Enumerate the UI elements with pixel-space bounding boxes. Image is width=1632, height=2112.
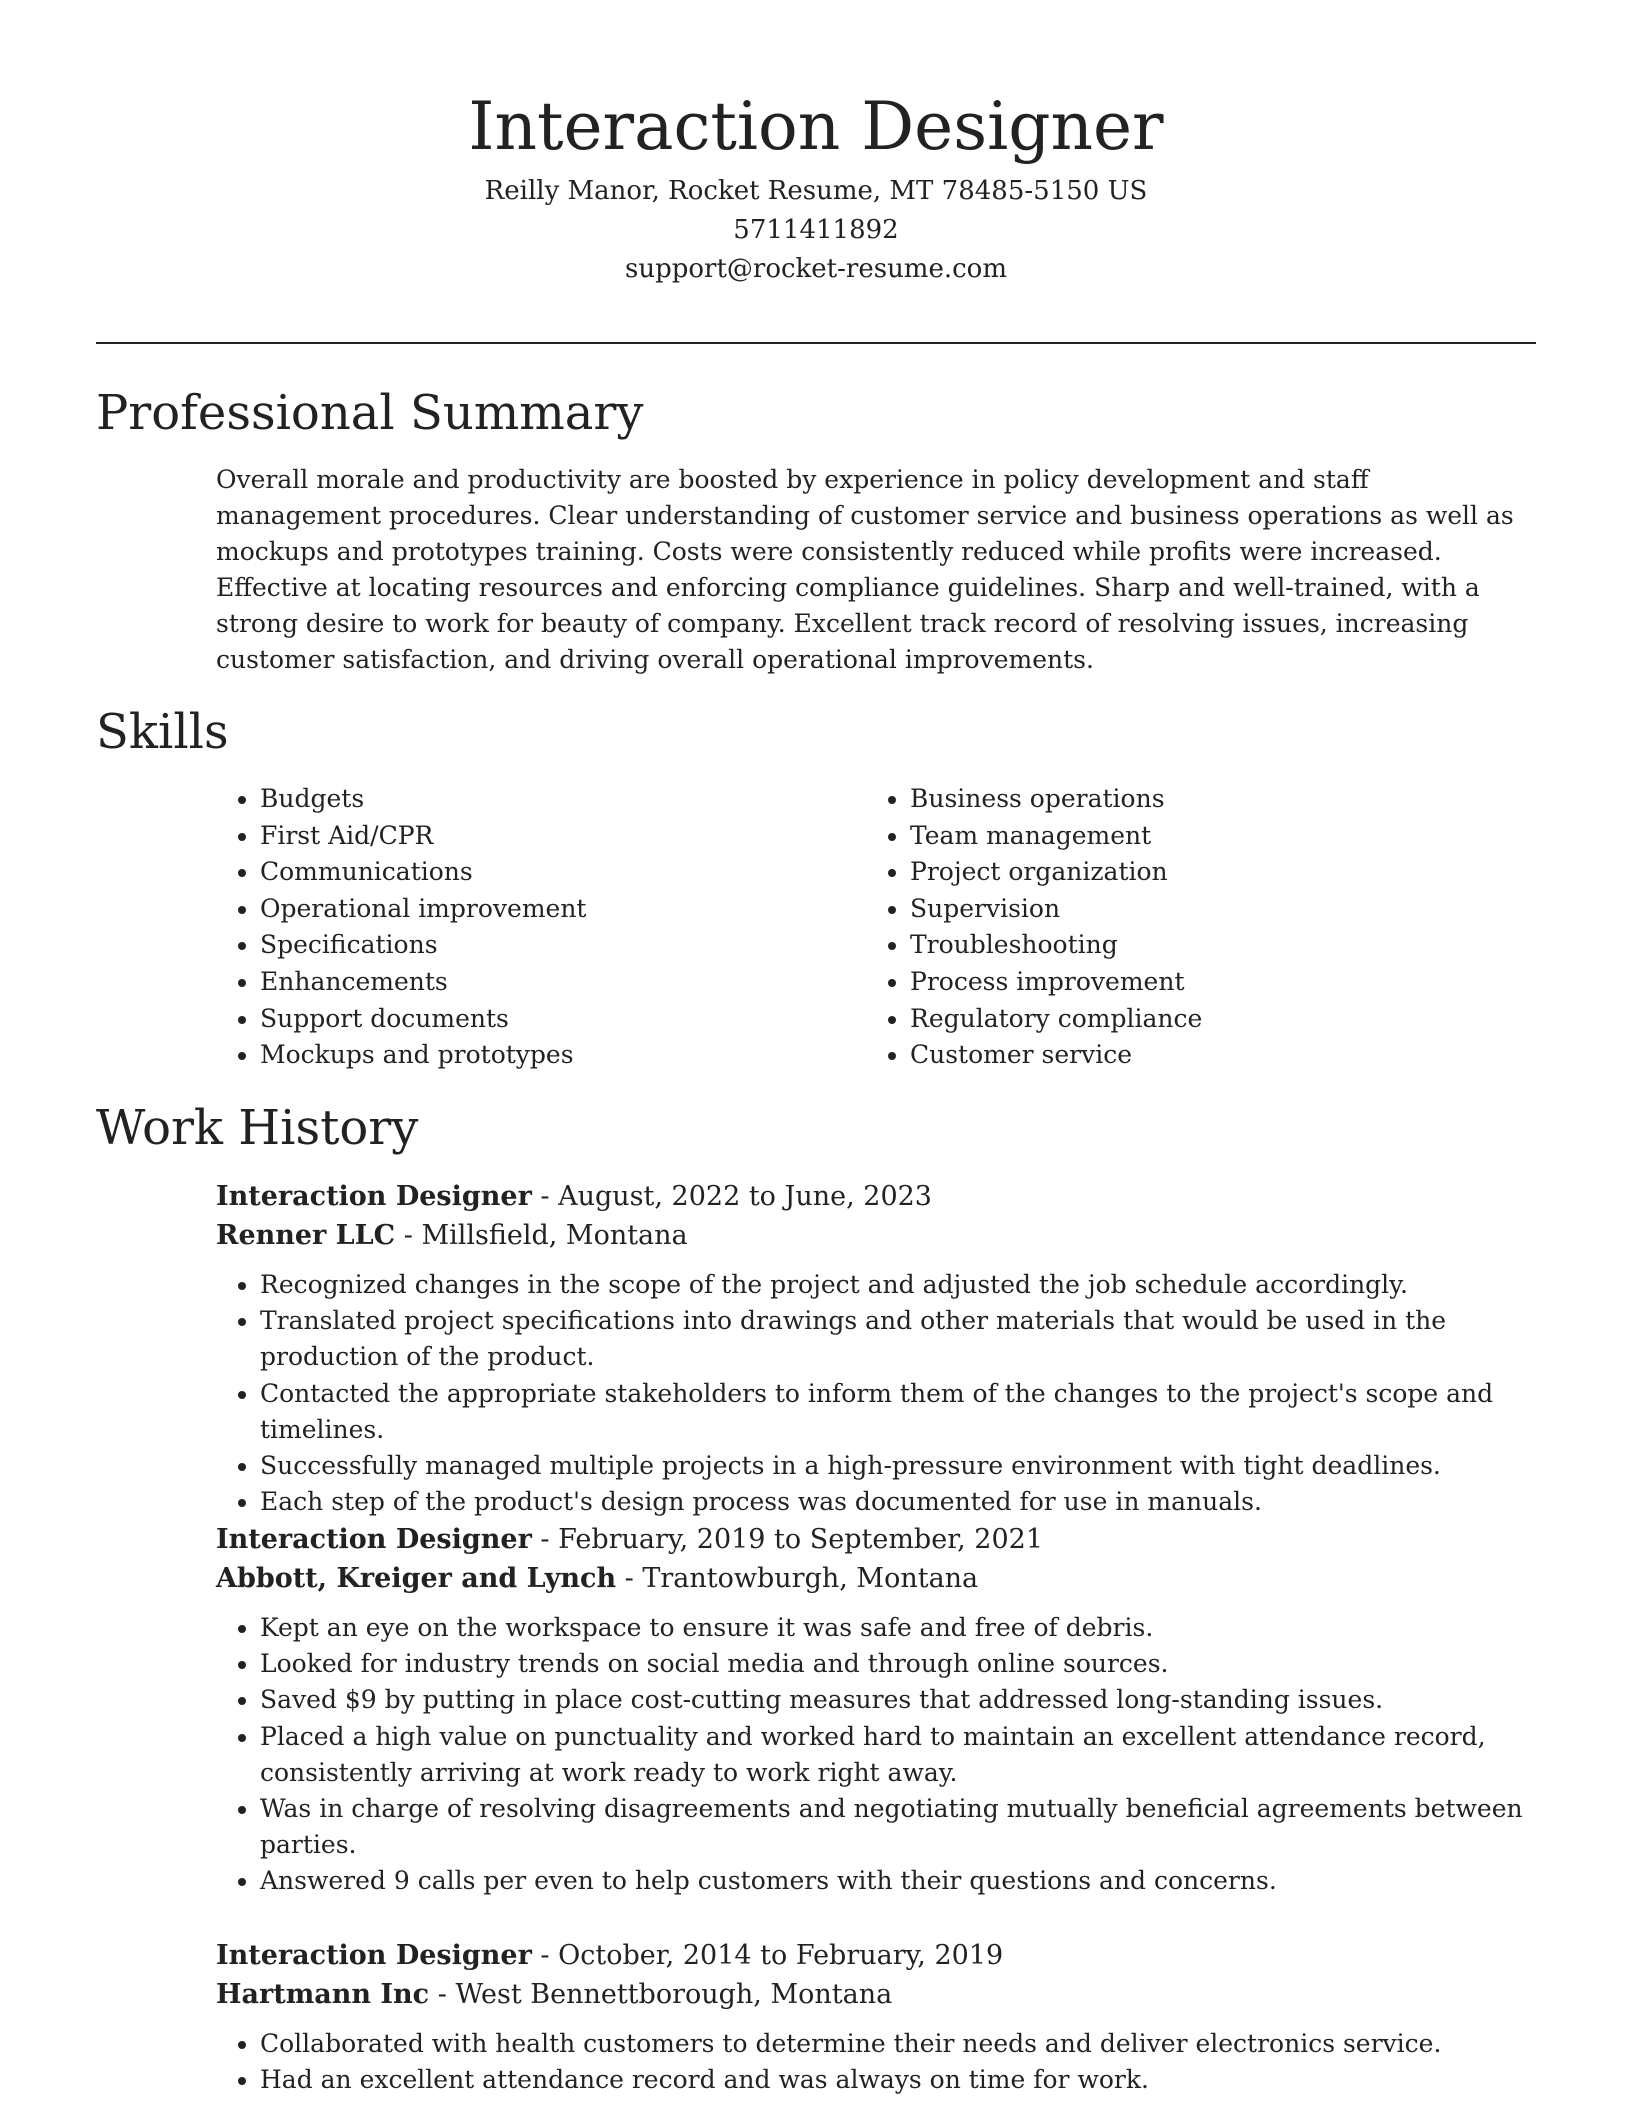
skill-item: • Enhancements — [260, 964, 860, 1001]
list-item: • Contacted the appropriate stakeholders to inform them of the changes to the project's scope and timelines. — [260, 1376, 1536, 1448]
skill-item: • Support documents — [260, 1001, 860, 1038]
skill-item: • Regulatory compliance — [910, 1001, 1510, 1038]
skill-item: • Process improvement — [910, 964, 1510, 1001]
job-entry — [216, 1936, 1536, 2098]
job-location: Millsfield, Montana — [421, 1220, 688, 1251]
summary-text: Overall morale and productivity are boosted by experience in policy development and staff management procedures. Clear understanding of customer service and business operations as well as mockups and prototypes training. Costs were consistently reduced while profits were increased. Effective at locating resources and enforcing compliance guidelines. Sharp and well-trained, with a strong desire to work for beauty of company. Excellent track record of resolving issues, increasing customer satisfaction, and driving overall operational improvements. — [216, 465, 1514, 674]
skill-item: • Mockups and prototypes — [260, 1037, 860, 1074]
list-item: • Was in charge of resolving disagreements and negotiating mutually beneficial agreements between parties. — [260, 1791, 1536, 1863]
address: Reilly Manor, Rocket Resume, MT 78485-5150 US — [484, 176, 1148, 206]
skill-item: • First Aid/CPR — [260, 818, 860, 855]
contact-info — [96, 172, 1536, 289]
job-title: Interaction Designer — [216, 1940, 532, 1971]
summary-heading: Professional Summary — [96, 385, 644, 441]
job-entry — [216, 1177, 1536, 1520]
list-item: • Translated project specifications into drawings and other materials that would be used in the production of the product. — [260, 1303, 1536, 1375]
job-title-line: Interaction Designer - August, 2022 to June, 2023 — [216, 1181, 932, 1212]
job-dates: October, 2014 to February, 2019 — [558, 1940, 1004, 1971]
skill-item: • Communications — [260, 854, 860, 891]
list-item: • Saved $9 by putting in place cost-cutting measures that addressed long-standing issues. — [260, 1682, 1536, 1718]
job-entry — [216, 1520, 1536, 1900]
skill-item: • Customer service — [910, 1037, 1510, 1074]
list-item: • Had an excellent attendance record and was always on time for work. — [260, 2062, 1536, 2098]
list-item: • Answered 9 calls per even to help customers with their questions and concerns. — [260, 1863, 1536, 1899]
phone: 5711411892 — [733, 215, 899, 245]
job-bullets — [216, 2026, 1536, 2098]
skills-list-right — [866, 781, 1510, 1074]
resume-name: Interaction Designer — [468, 88, 1164, 165]
job-dates: February, 2019 to September, 2021 — [558, 1524, 1044, 1555]
job-title-line: Interaction Designer - February, 2019 to September, 2021 — [216, 1524, 1044, 1555]
skill-item: • Project organization — [910, 854, 1510, 891]
header-divider — [96, 342, 1536, 344]
list-item: • Placed a high value on punctuality and worked hard to maintain an excellent attendance record, consistently arriving at work ready to work right away. — [260, 1719, 1536, 1791]
job-title: Interaction Designer — [216, 1524, 532, 1555]
skill-item: • Operational improvement — [260, 891, 860, 928]
list-item: • Successfully managed multiple projects in a high-pressure environment with tight deadlines. — [260, 1448, 1536, 1484]
resume-header — [96, 82, 1536, 289]
list-item: • Each step of the product's design process was documented for use in manuals. — [260, 1484, 1536, 1520]
skill-item: • Specifications — [260, 927, 860, 964]
job-location: Trantowburgh, Montana — [642, 1563, 979, 1594]
job-location: West Bennettborough, Montana — [455, 1979, 893, 2010]
skill-item: • Team management — [910, 818, 1510, 855]
job-bullets — [216, 1267, 1536, 1520]
job-company: Abbott, Kreiger and Lynch — [216, 1563, 617, 1594]
job-title: Interaction Designer — [216, 1181, 532, 1212]
job-company: Hartmann Inc — [216, 1979, 430, 2010]
skill-item: • Business operations — [910, 781, 1510, 818]
job-company-line: Hartmann Inc - West Bennettborough, Montana — [216, 1979, 893, 2010]
list-item: • Looked for industry trends on social media and through online sources. — [260, 1646, 1536, 1682]
job-bullets — [216, 1610, 1536, 1900]
job-company: Renner LLC — [216, 1220, 396, 1251]
skill-item: • Supervision — [910, 891, 1510, 928]
job-title-line: Interaction Designer - October, 2014 to February, 2019 — [216, 1940, 1004, 1971]
work-history-heading: Work History — [96, 1100, 419, 1156]
list-item: • Recognized changes in the scope of the project and adjusted the job schedule accordingly. — [260, 1267, 1536, 1303]
email: support@rocket-resume.com — [624, 254, 1007, 284]
list-item: • Collaborated with health customers to determine their needs and deliver electronics service. — [260, 2026, 1536, 2062]
job-dates: August, 2022 to June, 2023 — [558, 1181, 932, 1212]
list-item: • Kept an eye on the workspace to ensure it was safe and free of debris. — [260, 1610, 1536, 1646]
skill-item: • Budgets — [260, 781, 860, 818]
skills-heading: Skills — [96, 704, 229, 760]
skills-list-left — [216, 781, 860, 1074]
job-company-line: Abbott, Kreiger and Lynch - Trantowburgh, Montana — [216, 1563, 979, 1594]
skill-item: • Troubleshooting — [910, 927, 1510, 964]
job-company-line: Renner LLC - Millsfield, Montana — [216, 1220, 688, 1251]
